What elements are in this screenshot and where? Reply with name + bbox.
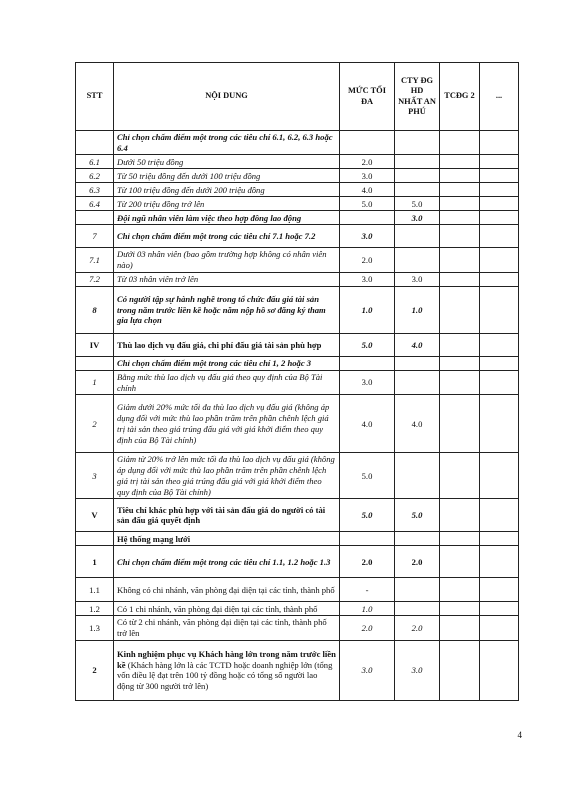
row-max-score: 5.0 bbox=[340, 333, 395, 356]
row-company-score bbox=[395, 370, 440, 394]
row-max-score: 3.0 bbox=[340, 370, 395, 394]
row-content: Chỉ chọn chấm điểm một trong các tiêu chí 1, 2 hoặc 3 bbox=[114, 356, 340, 370]
row-more-score bbox=[480, 183, 519, 197]
row-more-score bbox=[480, 499, 519, 532]
row-more-score bbox=[480, 333, 519, 356]
header-max-score: MỨC TỐI ĐA bbox=[340, 63, 395, 131]
row-more-score bbox=[480, 286, 519, 333]
row-max-score: 4.0 bbox=[340, 395, 395, 453]
row-more-score bbox=[480, 169, 519, 183]
row-more-score bbox=[480, 211, 519, 225]
row-more-score bbox=[480, 272, 519, 286]
row-more-score bbox=[480, 197, 519, 211]
row-content: Từ 03 nhân viên trở lên bbox=[114, 272, 340, 286]
header-stt: STT bbox=[76, 63, 114, 131]
row-tcdg2-score bbox=[440, 169, 480, 183]
table-row bbox=[76, 272, 519, 286]
header-company: CTY ĐG HD NHẤT AN PHÚ bbox=[395, 63, 440, 131]
table-row bbox=[76, 225, 519, 248]
row-stt: 1.1 bbox=[76, 578, 114, 602]
row-tcdg2-score bbox=[440, 616, 480, 640]
row-company-score: 2.0 bbox=[395, 546, 440, 578]
row-tcdg2-score bbox=[440, 602, 480, 616]
row-content: Chỉ chọn chấm điểm một trong các tiêu chí 6.1, 6.2, 6.3 hoặc 6.4 bbox=[114, 131, 340, 155]
row-tcdg2-score bbox=[440, 197, 480, 211]
row-tcdg2-score bbox=[440, 211, 480, 225]
row-tcdg2-score bbox=[440, 532, 480, 546]
row-tcdg2-score bbox=[440, 225, 480, 248]
row-content: Từ 50 triệu đồng đến dưới 100 triệu đồng bbox=[114, 169, 340, 183]
row-company-score bbox=[395, 169, 440, 183]
row-stt: 6.4 bbox=[76, 197, 114, 211]
row-tcdg2-score bbox=[440, 248, 480, 272]
row-more-score bbox=[480, 155, 519, 169]
row-max-score: 3.0 bbox=[340, 169, 395, 183]
row-tcdg2-score bbox=[440, 578, 480, 602]
table-row bbox=[76, 183, 519, 197]
row-max-score bbox=[340, 211, 395, 225]
row-max-score: 2.0 bbox=[340, 616, 395, 640]
header-content: NỘI DUNG bbox=[114, 63, 340, 131]
row-tcdg2-score bbox=[440, 333, 480, 356]
row-tcdg2-score bbox=[440, 183, 480, 197]
row-stt: 1 bbox=[76, 546, 114, 578]
row-company-score bbox=[395, 183, 440, 197]
row-content-heading: Kinh nghiệm phục vụ Khách hàng lớn trong năm trước liền kề bbox=[117, 648, 336, 670]
table-row bbox=[76, 578, 519, 602]
row-more-score bbox=[480, 532, 519, 546]
row-company-score: 3.0 bbox=[395, 640, 440, 700]
table-row bbox=[76, 211, 519, 225]
row-content: Tiêu chí khác phù hợp với tài sản đấu giá do người có tài sản đấu giá quyết định bbox=[114, 499, 340, 532]
row-stt: 6.1 bbox=[76, 155, 114, 169]
row-stt: 7.1 bbox=[76, 248, 114, 272]
table-row bbox=[76, 640, 519, 700]
table-row bbox=[76, 356, 519, 370]
row-stt bbox=[76, 532, 114, 546]
row-content: Không có chi nhánh, văn phòng đại diện tại các tỉnh, thành phố bbox=[114, 578, 340, 602]
row-content: Dưới 03 nhân viên (bao gồm trường hợp không có nhân viên nào) bbox=[114, 248, 340, 272]
row-stt bbox=[76, 356, 114, 370]
header-more: ... bbox=[480, 63, 519, 131]
row-more-score bbox=[480, 395, 519, 453]
row-stt: 1.3 bbox=[76, 616, 114, 640]
row-content: Có 1 chi nhánh, văn phòng đại diện tại các tỉnh, thành phố bbox=[114, 602, 340, 616]
row-stt: 2 bbox=[76, 395, 114, 453]
row-content: Dưới 50 triệu đồng bbox=[114, 155, 340, 169]
table-row bbox=[76, 499, 519, 532]
row-company-score bbox=[395, 356, 440, 370]
row-more-score bbox=[480, 546, 519, 578]
row-stt: V bbox=[76, 499, 114, 532]
row-tcdg2-score bbox=[440, 370, 480, 394]
page-number: 4 bbox=[517, 730, 522, 740]
row-tcdg2-score bbox=[440, 640, 480, 700]
row-tcdg2-score bbox=[440, 546, 480, 578]
row-stt: 2 bbox=[76, 640, 114, 700]
row-company-score: 2.0 bbox=[395, 616, 440, 640]
row-max-score: 5.0 bbox=[340, 499, 395, 532]
row-stt: 7 bbox=[76, 225, 114, 248]
row-content: Đội ngũ nhân viên làm việc theo hợp đồng lao động bbox=[114, 211, 340, 225]
row-content: Chỉ chọn chấm điểm một trong các tiêu chí 1.1, 1.2 hoặc 1.3 bbox=[114, 546, 340, 578]
table-header-row bbox=[76, 63, 519, 131]
row-company-score bbox=[395, 578, 440, 602]
row-tcdg2-score bbox=[440, 155, 480, 169]
row-company-score: 5.0 bbox=[395, 499, 440, 532]
row-max-score bbox=[340, 356, 395, 370]
table-row bbox=[76, 546, 519, 578]
row-content-detail: (Khách hàng lớn là các TCTD hoặc doanh nghiệp lớn (tổng vốn điều lệ đạt trên 100 tỷ đồng hoặc có tổng số người lao động từ 300 người trở lên) bbox=[117, 659, 333, 692]
row-more-score bbox=[480, 640, 519, 700]
row-more-score bbox=[480, 578, 519, 602]
row-stt: 6.3 bbox=[76, 183, 114, 197]
row-more-score bbox=[480, 356, 519, 370]
table-row bbox=[76, 395, 519, 453]
row-content: Hệ thống mạng lưới bbox=[114, 532, 340, 546]
row-more-score bbox=[480, 453, 519, 499]
row-stt: 1.2 bbox=[76, 602, 114, 616]
row-company-score: 4.0 bbox=[395, 333, 440, 356]
table-row bbox=[76, 131, 519, 155]
table-body bbox=[76, 131, 519, 701]
row-more-score bbox=[480, 370, 519, 394]
row-company-score bbox=[395, 131, 440, 155]
row-max-score: 2.0 bbox=[340, 155, 395, 169]
row-max-score: 5.0 bbox=[340, 453, 395, 499]
row-more-score bbox=[480, 616, 519, 640]
row-max-score: 3.0 bbox=[340, 640, 395, 700]
row-max-score: 3.0 bbox=[340, 225, 395, 248]
row-content: Có người tập sự hành nghề trong tổ chức đấu giá tài sản trong năm trước liền kề hoặc năm nộp hồ sơ đăng ký tham gia lựa chọn bbox=[114, 286, 340, 333]
evaluation-table bbox=[75, 62, 519, 701]
row-content: Từ 200 triệu đồng trở lên bbox=[114, 197, 340, 211]
table-row bbox=[76, 197, 519, 211]
row-content: Có từ 2 chi nhánh, văn phòng đại diện tại các tỉnh, thành phố trở lên bbox=[114, 616, 340, 640]
row-more-score bbox=[480, 225, 519, 248]
row-content: Chỉ chọn chấm điểm một trong các tiêu chí 7.1 hoặc 7.2 bbox=[114, 225, 340, 248]
row-tcdg2-score bbox=[440, 286, 480, 333]
row-company-score: 1.0 bbox=[395, 286, 440, 333]
row-stt: IV bbox=[76, 333, 114, 356]
row-company-score: 4.0 bbox=[395, 395, 440, 453]
row-content: Từ 100 triệu đồng đến dưới 200 triệu đồng bbox=[114, 183, 340, 197]
row-tcdg2-score bbox=[440, 131, 480, 155]
row-more-score bbox=[480, 131, 519, 155]
row-content: Giảm từ 20% trở lên mức tối đa thù lao dịch vụ đấu giá (không áp dụng đối với mức thù lao phần trăm trên phần chênh lệch giá trị tài sản theo giá trúng đấu giá với giá khởi điểm theo quy định của Bộ Tài chính) bbox=[114, 453, 340, 499]
row-stt bbox=[76, 131, 114, 155]
table-row bbox=[76, 155, 519, 169]
row-tcdg2-score bbox=[440, 453, 480, 499]
table-row bbox=[76, 370, 519, 394]
row-stt: 7.2 bbox=[76, 272, 114, 286]
row-tcdg2-score bbox=[440, 356, 480, 370]
row-tcdg2-score bbox=[440, 499, 480, 532]
row-max-score: 2.0 bbox=[340, 546, 395, 578]
row-company-score: 3.0 bbox=[395, 211, 440, 225]
row-more-score bbox=[480, 248, 519, 272]
row-company-score bbox=[395, 225, 440, 248]
table-row bbox=[76, 453, 519, 499]
row-max-score: 2.0 bbox=[340, 248, 395, 272]
table-row bbox=[76, 532, 519, 546]
table-row bbox=[76, 169, 519, 183]
row-stt: 3 bbox=[76, 453, 114, 499]
row-max-score: 1.0 bbox=[340, 602, 395, 616]
row-max-score: 4.0 bbox=[340, 183, 395, 197]
row-content: Thù lao dịch vụ đấu giá, chi phí đấu giá tài sản phù hợp bbox=[114, 333, 340, 356]
row-more-score bbox=[480, 602, 519, 616]
table-row bbox=[76, 602, 519, 616]
row-tcdg2-score bbox=[440, 272, 480, 286]
row-company-score bbox=[395, 248, 440, 272]
table-row bbox=[76, 248, 519, 272]
table-row bbox=[76, 616, 519, 640]
row-stt: 8 bbox=[76, 286, 114, 333]
table-row bbox=[76, 286, 519, 333]
row-company-score bbox=[395, 532, 440, 546]
header-tcdg2: TCĐG 2 bbox=[440, 63, 480, 131]
row-tcdg2-score bbox=[440, 395, 480, 453]
row-company-score bbox=[395, 155, 440, 169]
row-stt: 6.2 bbox=[76, 169, 114, 183]
row-max-score bbox=[340, 131, 395, 155]
row-content: Bằng mức thù lao dịch vụ đấu giá theo quy định của Bộ Tài chính bbox=[114, 370, 340, 394]
row-max-score bbox=[340, 532, 395, 546]
row-company-score: 3.0 bbox=[395, 272, 440, 286]
row-content bbox=[114, 640, 340, 700]
row-company-score bbox=[395, 453, 440, 499]
row-max-score: 3.0 bbox=[340, 272, 395, 286]
row-company-score: 5.0 bbox=[395, 197, 440, 211]
row-stt: 1 bbox=[76, 370, 114, 394]
row-max-score: - bbox=[340, 578, 395, 602]
row-content: Giảm dưới 20% mức tối đa thù lao dịch vụ đấu giá (không áp dụng đối với mức thù lao phần trăm trên phần chênh lệch giá trị tài sản theo giá trúng đấu giá với giá khởi điểm theo quy định của Bộ Tài chính) bbox=[114, 395, 340, 453]
row-company-score bbox=[395, 602, 440, 616]
table-row bbox=[76, 333, 519, 356]
row-max-score: 5.0 bbox=[340, 197, 395, 211]
row-stt bbox=[76, 211, 114, 225]
row-max-score: 1.0 bbox=[340, 286, 395, 333]
